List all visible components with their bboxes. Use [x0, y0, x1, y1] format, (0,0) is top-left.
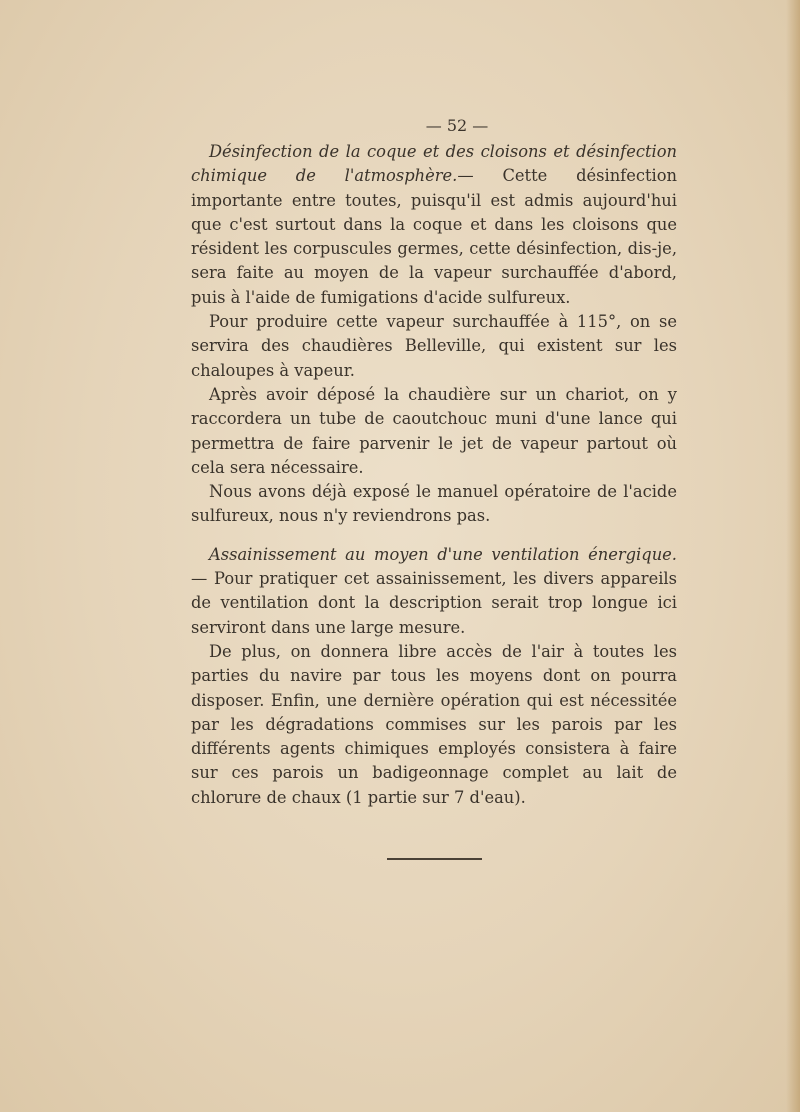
- section-2-paragraph-2: De plus, on donnera libre accès de l'air à toutes les parties du navire par tous les moyens dont on pourra disposer. Enfin, une dernière opération qui est nécessitée par les dégradations commises sur les parois par les différents agents chimiques employés consistera à faire sur ces parois un badigeonnage complet au lait de chlorure de chaux (1 partie sur 7 d'eau).: [191, 641, 677, 807]
- section-1-paragraph-1-text: — Cette désinfection importante entre toutes, puisqu'il est admis aujourd'hui que c'est surtout dans la coque et dans les cloisons que résident les corpuscules germes, cette désinfection, dis-je, sera faite au moyen de la vapeur surchauffée d'abord, puis à l'aide de fumigations d'acide sulfureux.: [191, 166, 678, 307]
- page-text: [191, 112, 677, 810]
- section-2-heading: Assainissement au moyen d'une ventilation énergique.: [209, 544, 677, 564]
- page-edge-shadow: [786, 0, 800, 1112]
- section-1-paragraph-3: Après avoir déposé la chaudière sur un chariot, on y raccordera un tube de caoutchouc muni d'une lance qui permettra de faire parvenir le jet de vapeur partout où cela sera nécessaire.: [191, 384, 677, 477]
- section-2-paragraph-1: [191, 543, 677, 640]
- page-number: — 52 —: [425, 116, 489, 135]
- section-1-paragraph-2: Pour produire cette vapeur surchauffée à 115°, on se servira des chaudières Belleville, qui existent sur les chaloupes à vapeur.: [191, 312, 677, 380]
- section-1-paragraph-1: [191, 140, 677, 310]
- section-1-heading: Désinfection de la coque et des cloisons et désinfection chimique de l'atmosphère.: [191, 142, 677, 186]
- section-1-paragraph-4: Nous avons déjà exposé le manuel opératoire de l'acide sulfureux, nous n'y reviendrons pas.: [191, 482, 677, 526]
- section-2-paragraph-1-text: — Pour pratiquer cet assainissement, les divers appareils de ventilation dont la description serait trop longue ici serviront dans une large mesure.: [191, 569, 677, 637]
- end-rule: [387, 858, 482, 860]
